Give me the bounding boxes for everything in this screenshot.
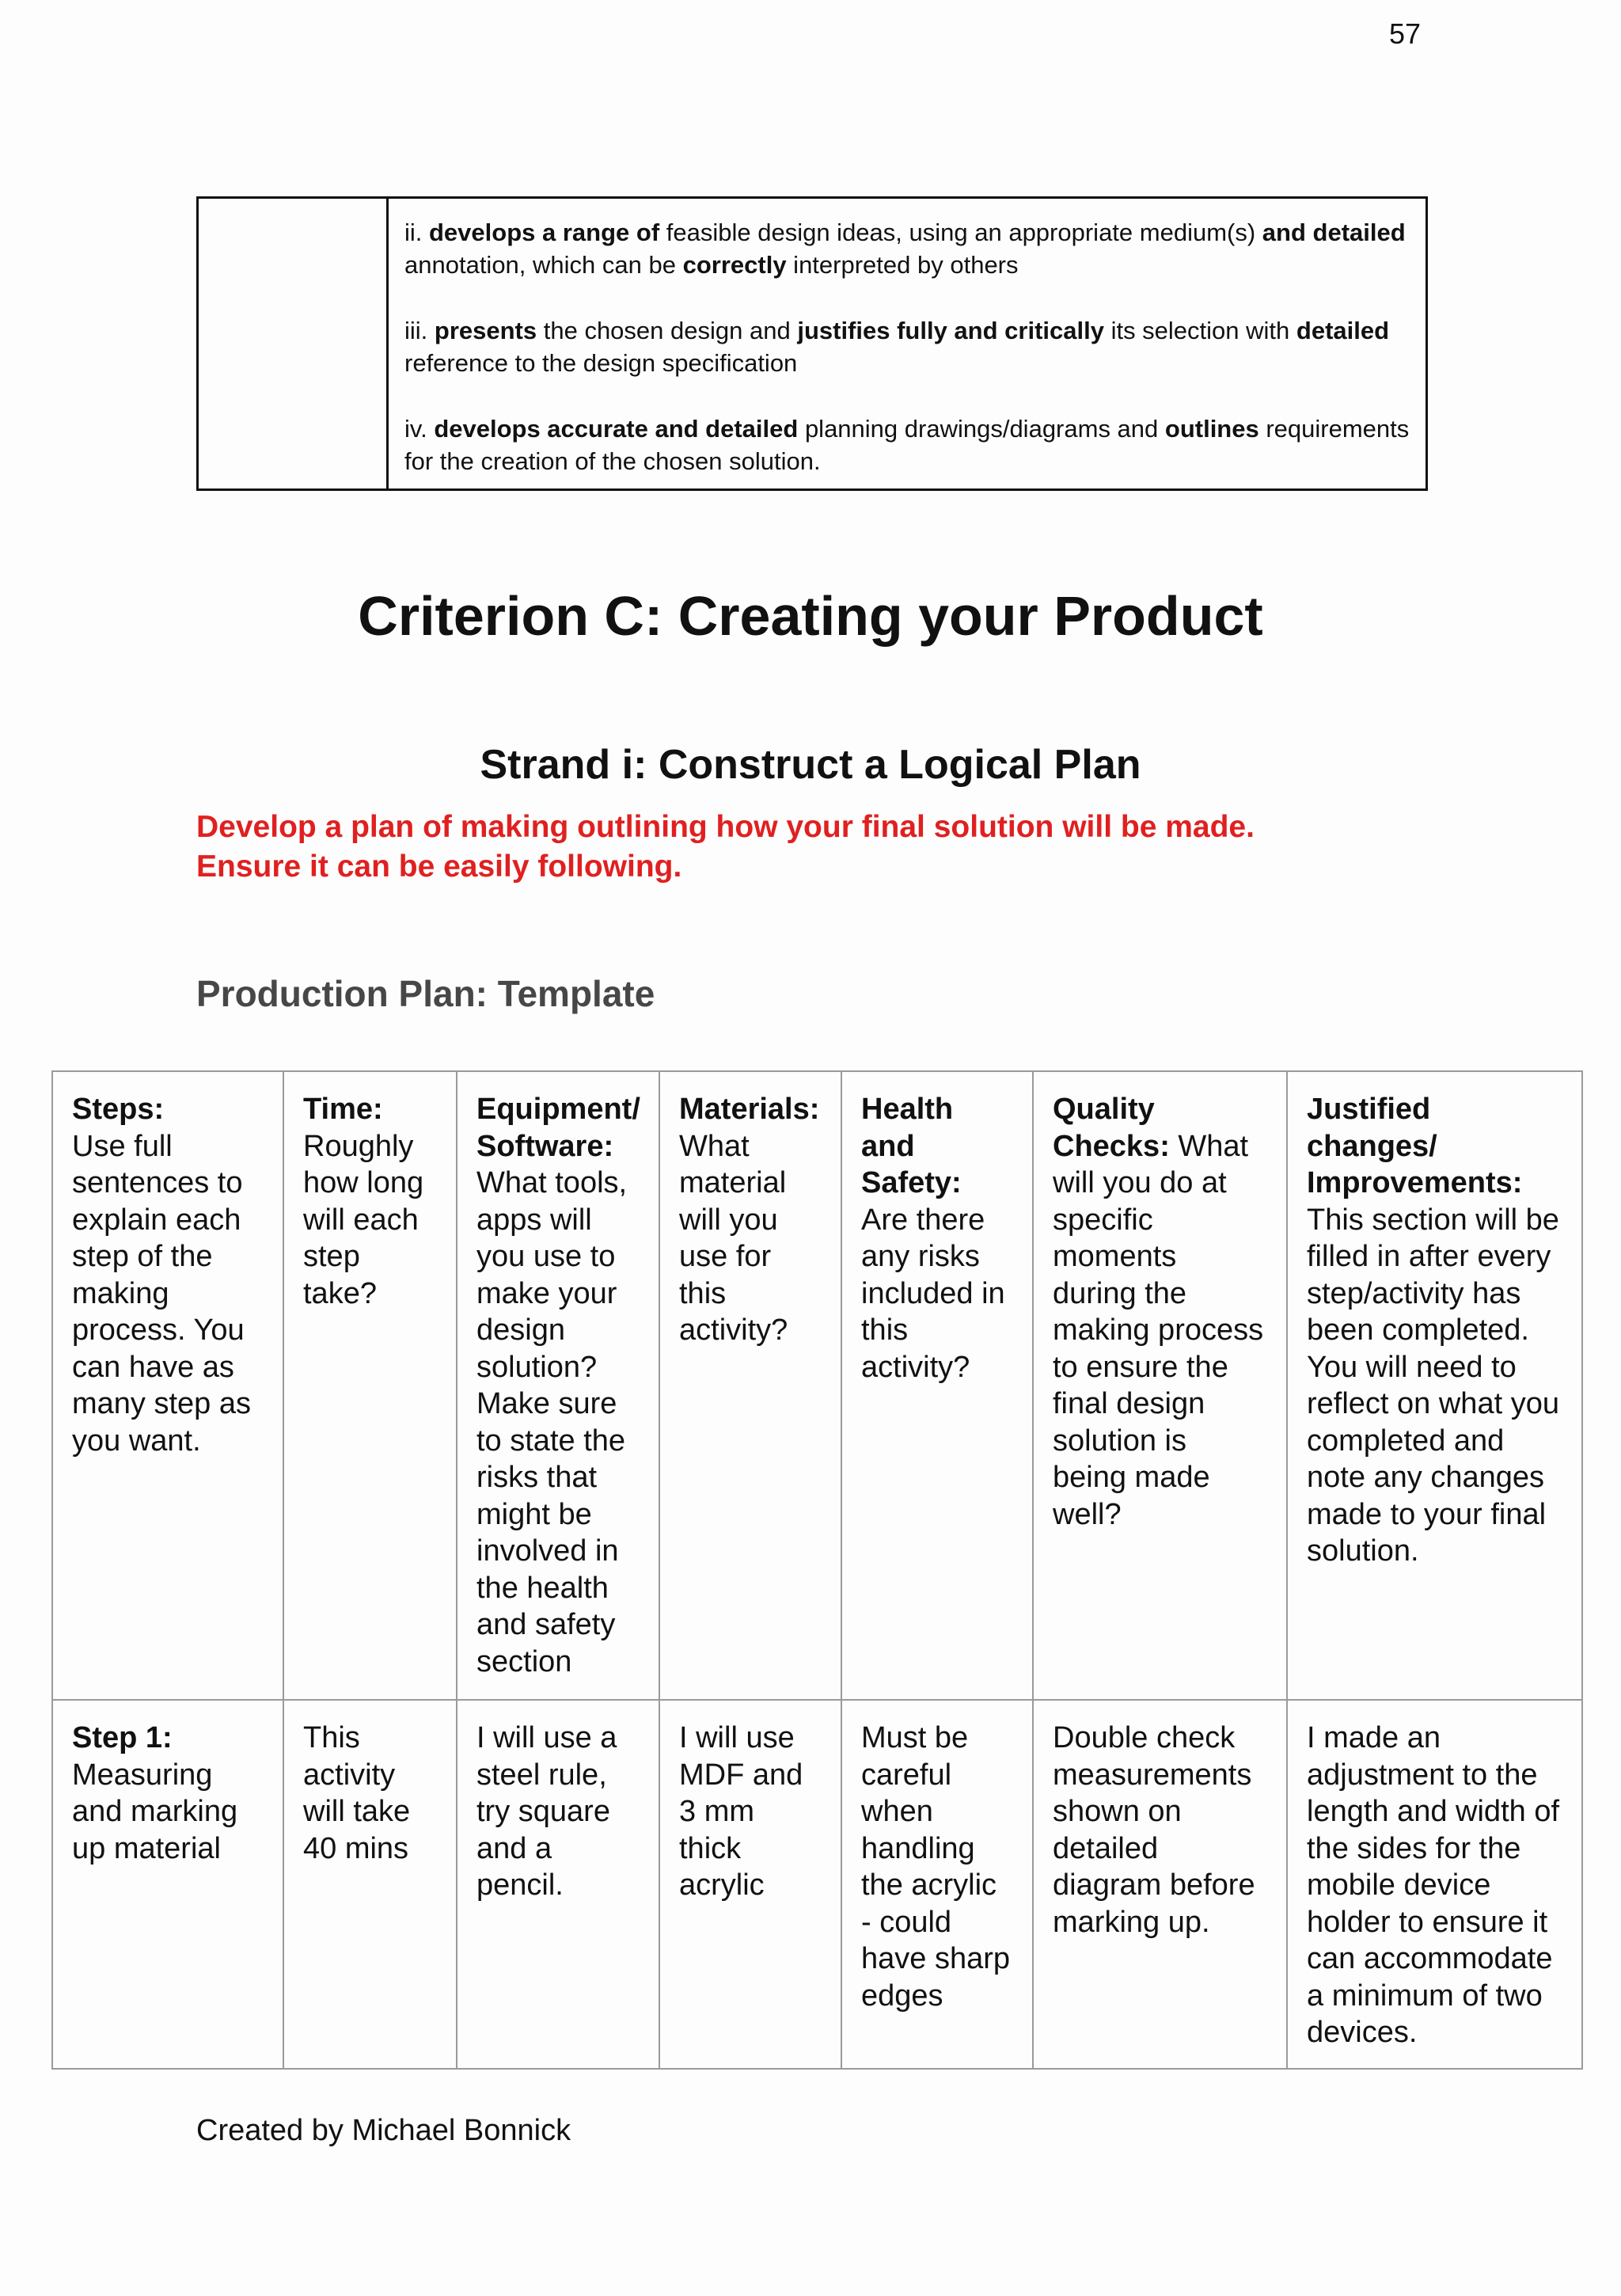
- criteria-item-iv: iv. develops accurate and detailed planning drawings/diagrams and outlines requirements for the creation of the chosen solution.: [404, 415, 1410, 475]
- header-cell-justified-changes: Justified changes/ Improvements: This section will be filled in after every step/activity has been completed. You will need to reflect on what you completed and note any changes made to your final solution.: [1287, 1071, 1582, 1700]
- criteria-item-iii: iii. presents the chosen design and justifies fully and critically its selection with detailed reference to the design specification: [404, 317, 1390, 377]
- header-cell-materials: Materials: What material will you use for this activity?: [659, 1071, 841, 1700]
- justified-changes-cell: I made an adjustment to the length and width of the sides for the mobile device holder to ensure it can accommodate a minimum of two devices.: [1287, 1700, 1582, 2069]
- section-title: Production Plan: Template: [196, 973, 655, 1014]
- header-cell-steps: Steps: Use full sentences to explain each step of the making process. You can have as many step as you want.: [52, 1071, 283, 1700]
- equipment-cell: I will use a steel rule, try square and a pencil.: [457, 1700, 659, 2069]
- header-cell-quality-checks: Quality Checks: What will you do at specific moments during the making process to ensure the final design solution is being made well?: [1033, 1071, 1287, 1700]
- header-cell-equipment: Equipment/ Software: What tools, apps will you use to make your design solution? Make sure to state the risks that might be involved in the health and safety section: [457, 1071, 659, 1700]
- criteria-item-ii: ii. develops a range of feasible design ideas, using an appropriate medium(s) and detailed annotation, which can be correctly interpreted by others: [404, 219, 1406, 279]
- criteria-descriptor-cell: [389, 199, 1425, 488]
- health-safety-cell: Must be careful when handling the acrylic - could have sharp edges: [841, 1700, 1033, 2069]
- criteria-descriptor-box: [196, 196, 1428, 491]
- table-row: [52, 1700, 1582, 2069]
- page-number: 57: [1389, 17, 1422, 50]
- page-title: Criterion C: Creating your Product: [358, 585, 1263, 647]
- strand-title: Strand i: Construct a Logical Plan: [480, 742, 1141, 788]
- header-cell-time: Time: Roughly how long will each step take?: [283, 1071, 457, 1700]
- instruction-line: Ensure it can be easily following.: [196, 850, 682, 884]
- time-cell: This activity will take 40 mins: [283, 1700, 457, 2069]
- materials-cell: I will use MDF and 3 mm thick acrylic: [659, 1700, 841, 2069]
- step-cell: Step 1: Measuring and marking up material: [52, 1700, 283, 2069]
- instruction-line: Develop a plan of making outlining how your final solution will be made.: [196, 810, 1255, 844]
- header-cell-health-safety: Health and Safety: Are there any risks included in this activity?: [841, 1071, 1033, 1700]
- production-plan-table: [51, 1070, 1583, 2070]
- instructions: [196, 808, 1463, 887]
- table-header-row: [52, 1071, 1582, 1700]
- criteria-level-cell: [199, 199, 389, 488]
- footer-credit: Created by Michael Bonnick: [196, 2114, 571, 2147]
- quality-checks-cell: Double check measurements shown on detailed diagram before marking up.: [1033, 1700, 1287, 2069]
